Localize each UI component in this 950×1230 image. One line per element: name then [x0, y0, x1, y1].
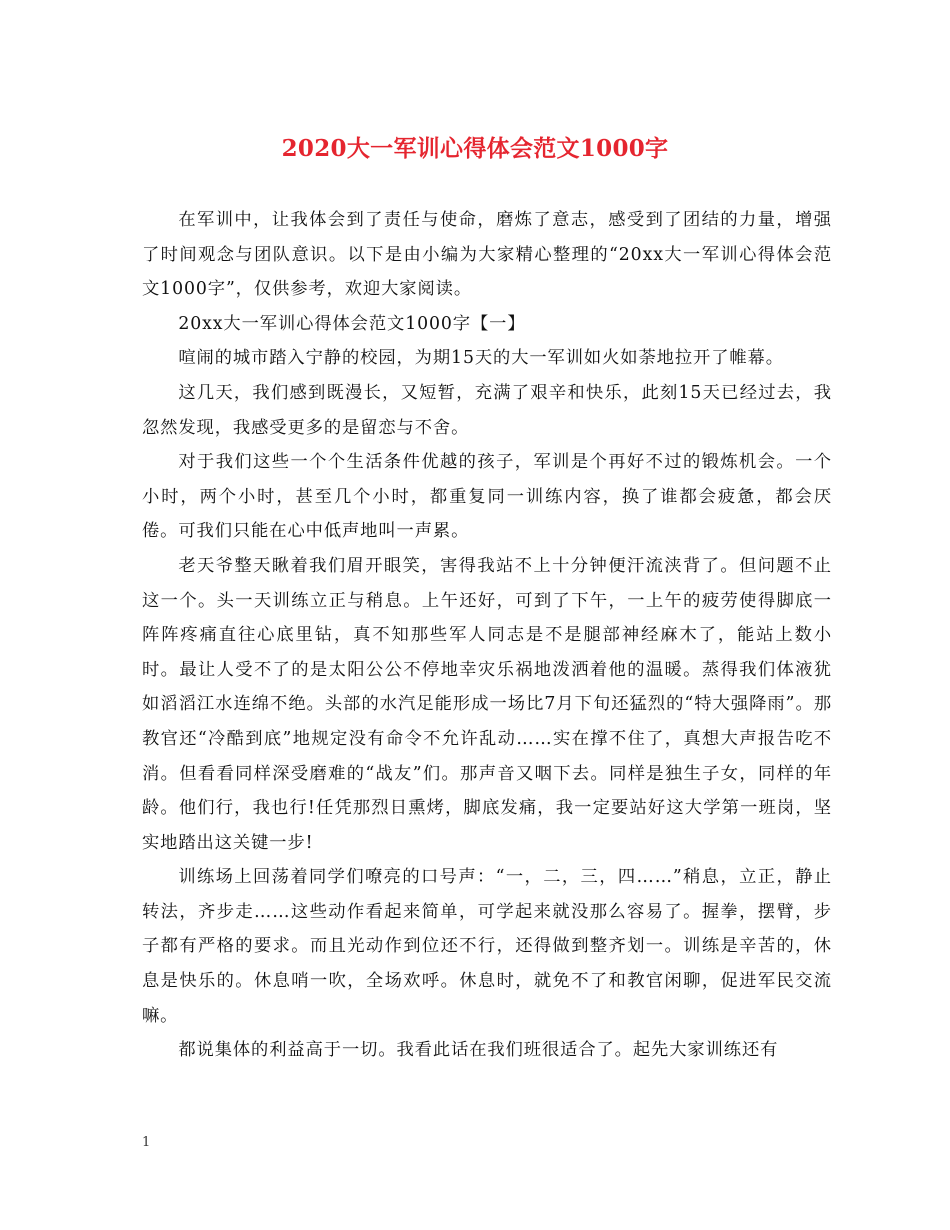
paragraph: 喧闹的城市踏入宁静的校园，为期15天的大一军训如火如荼地拉开了帷幕。 [178, 348, 784, 369]
paragraph: 对于我们这些一个个生活条件优越的孩子，军训是个再好不过的锻炼机会。一个小时，两个小时，甚至几个小时，都重复同一训练内容，换了谁都会疲惫，都会厌倦。可我们只能在心中低声地叫一声累。 [142, 452, 832, 542]
paragraph: 训练场上回荡着同学们嘹亮的口号声：“一，二，三，四……”稍息，立正，静止转法，齐步走……这些动作看起来简单，可学起来就没那么容易了。握拳，摆臂，步子都有严格的要求。而且光动作到位还不行，还得做到整齐划一。训练是辛苦的，休息是快乐的。休息哨一吹，全场欢呼。休息时，就免不了和教官闲聊，促进军民交流嘛。 [142, 867, 832, 1026]
document-body [142, 203, 832, 1068]
paragraph-intro: 在军训中，让我体会到了责任与使命，磨炼了意志，感受到了团结的力量，增强了时间观念与团队意识。以下是由小编为大家精心整理的“20xx大一军训心得体会范文1000字”，仅供参考，欢迎大家阅读。 [142, 210, 832, 300]
paragraph: 老天爷整天瞅着我们眉开眼笑，害得我站不上十分钟便汗流浃背了。但问题不止这一个。头一天训练立正与稍息。上午还好，可到了下午，一上午的疲劳使得脚底一阵阵疼痛直往心底里钻，真不知那些军人同志是不是腿部神经麻木了，能站上数小时。最让人受不了的是太阳公公不停地幸灾乐祸地泼洒着他的温暖。蒸得我们体液犹如滔滔江水连绵不绝。头部的水汽足能形成一场比7月下旬还猛烈的“特大强降雨”。那教官还“冷酷到底”地规定没有命令不允许乱动……实在撑不住了，真想大声报告吃不消。但看看同样深受磨难的“战友”们。那声音又咽下去。同样是独生子女，同样的年龄。他们行，我也行!任凭那烈日熏烤，脚底发痛，我一定要站好这大学第一班岗，坚实地踏出这关键一步! [142, 555, 832, 853]
paragraph: 这几天，我们感到既漫长，又短暂，充满了艰辛和快乐，此刻15天已经过去，我忽然发现，我感受更多的是留恋与不舍。 [142, 382, 832, 438]
document-title: 2020大一军训心得体会范文1000字 [281, 135, 669, 162]
paragraph: 都说集体的利益高于一切。我看此话在我们班很适合了。起先大家训练还有 [178, 1040, 779, 1061]
page-number: 1 [142, 1135, 151, 1150]
section-heading: 20xx大一军训心得体会范文1000字【一】 [178, 313, 526, 334]
